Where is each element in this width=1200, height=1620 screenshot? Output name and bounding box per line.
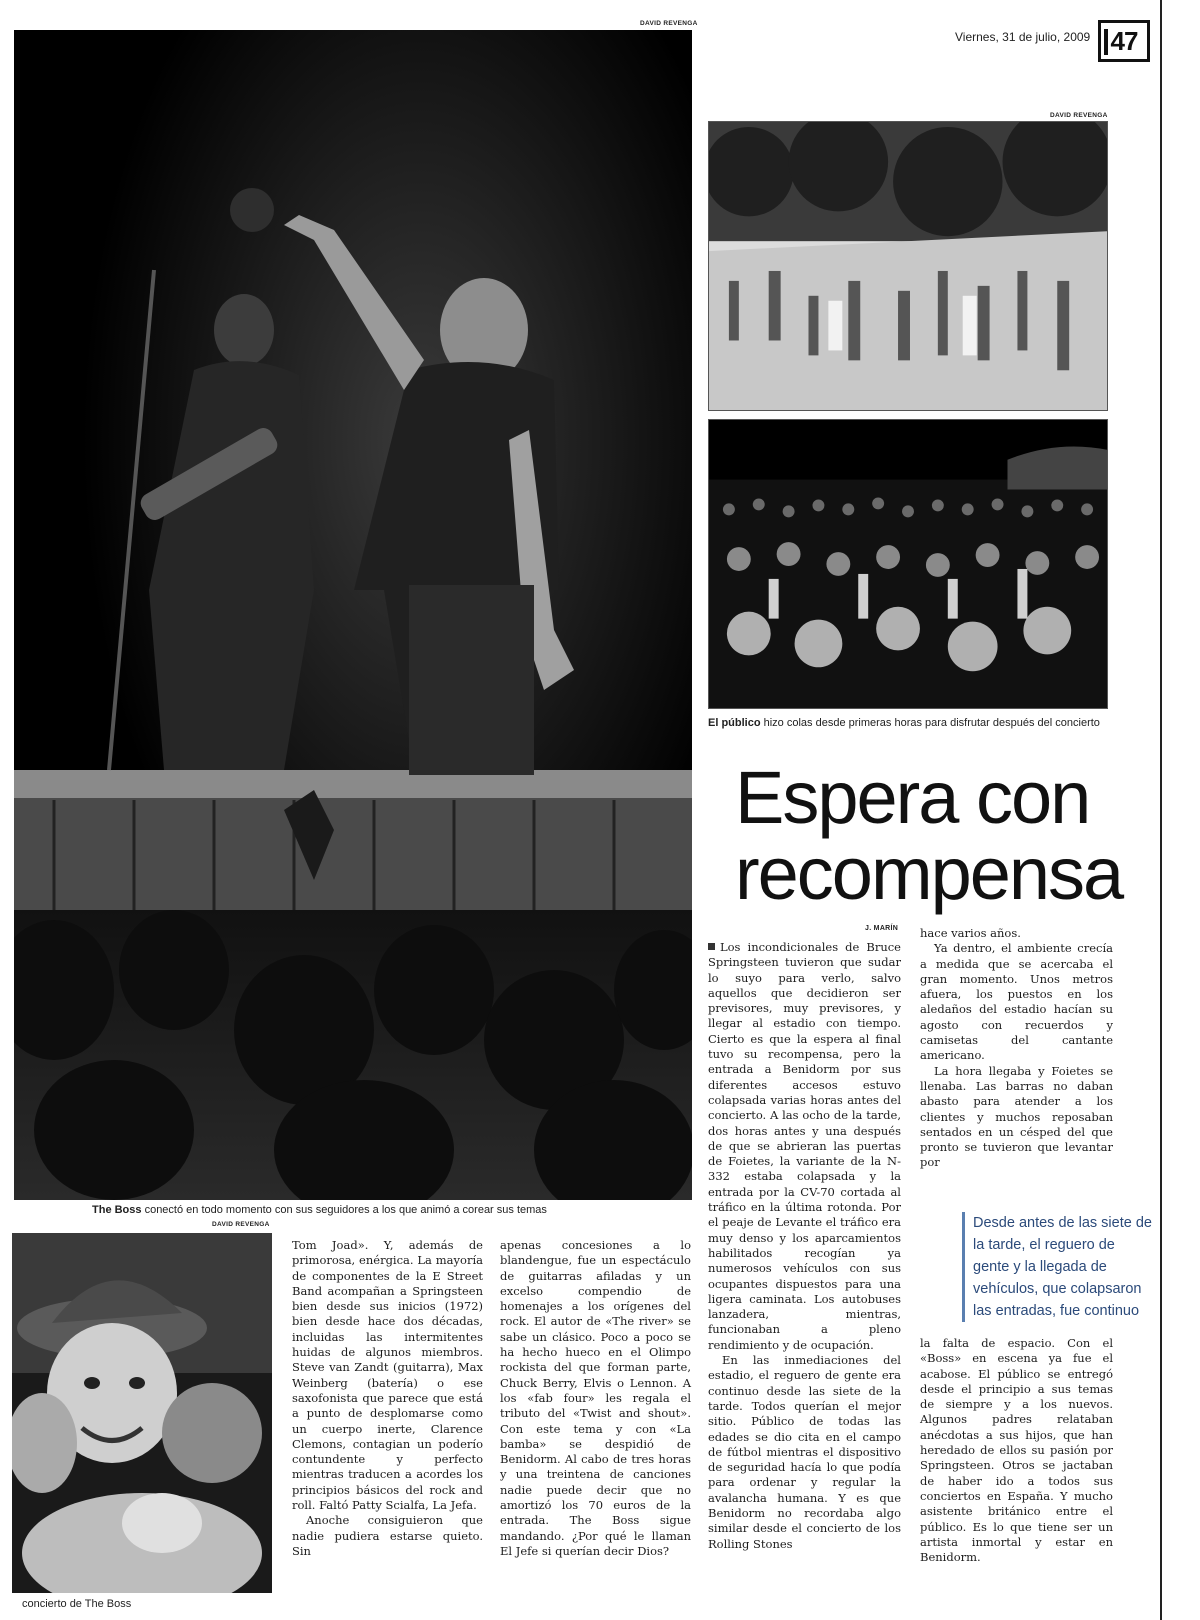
- col1-paragraph-2: Anoche consiguieron que nadie pudiera estarse quieto. Sin: [292, 1513, 483, 1558]
- col4-paragraph-2: Ya dentro, el ambiente crecía a medida que se acercaba el gran momento. Unos metros afuera, los puestos en los aledaños del estadio hacían su agosto con recuerdos y camisetas del cantante americano.: [920, 941, 1113, 1063]
- page-number-box: [1098, 20, 1150, 62]
- page-number-bar: [1104, 29, 1108, 55]
- col3-paragraph-2: En las inmediaciones del estadio, el reguero de gente era continuo desde las siete de la tarde. Todos querían el mejor sitio. Público de todas las edades se dio cita en el campo de fútbol mientras el dispositivo de seguridad hacía lo que podía para ordenar y regular la avalancha humana. Y es que Benidorm no recordaba algo similar desde el concierto de los Rolling Stones: [708, 1353, 901, 1551]
- article-column-4-top: [920, 926, 1113, 1171]
- crowd-caption-lead: El público: [708, 717, 761, 729]
- right-margin-rule: [1160, 0, 1162, 1620]
- main-concert-photo: [14, 30, 692, 1200]
- queue-street-photo: [708, 121, 1108, 411]
- child-fan-photo: [12, 1233, 272, 1593]
- crowd-photo-caption: [708, 717, 1100, 729]
- main-caption-lead: The Boss: [92, 1204, 142, 1216]
- article-headline: [735, 756, 1155, 915]
- main-photo-credit: DAVID REVENGA: [640, 20, 698, 27]
- article-column-1: [292, 1238, 483, 1559]
- col1-paragraph-1: Tom Joad». Y, además de primorosa, enérgica. La mayoría de componentes de la E Street Band acompañan a Springsteen bien desde sus inicios (1972) bien desde hace dos décadas, incluidas las intermitentes huidas de algunos miembros. Steve van Zandt (guitarra), Max Weinberg (batería) o ese saxofonista que parece que está a punto de desplomarse como un cuerpo inerte, Clarence Clemons, contagian un poderío contundente y perfecto mientras traducen a acordes los principios básicos del rock and roll. Faltó Patty Scialfa, La Jefa.: [292, 1238, 483, 1513]
- col3-paragraph-1: [708, 940, 901, 1353]
- article-column-2: [500, 1238, 691, 1559]
- lead-square-icon: [708, 943, 715, 950]
- child-photo-credit: DAVID REVENGA: [212, 1221, 270, 1228]
- edition-date: Viernes, 31 de julio, 2009: [955, 30, 1091, 44]
- main-caption-text: conectó en todo momento con sus seguidores a los que animó a corear sus temas: [141, 1204, 547, 1216]
- headline-line-1: Espera con: [735, 756, 1090, 839]
- col4-paragraph-1: hace varios años.: [920, 926, 1021, 940]
- col4-paragraph-3: La hora llegaba y Foietes se llenaba. Las barras no daban abasto para atender a los clientes y muchos reposaban sentados en un césped del que pronto se tuvieron que levantar por: [920, 1063, 1113, 1170]
- stadium-crowd-photo: [708, 419, 1108, 709]
- article-byline: J. MARÍN: [865, 925, 899, 932]
- crowd-caption-text: hizo colas desde primeras horas para disfrutar después del concierto: [760, 717, 1100, 729]
- main-photo-caption: [92, 1204, 547, 1216]
- page-number: 47: [1110, 25, 1138, 56]
- col3-paragraph-1-text: Los incondicionales de Bruce Springsteen tuvieron que sudar lo suyo para verlo, salvo aquellos que decidieron ser previsores, muy previsores, y llegar al estadio con tiempo. Cierto es que la espera al final tuvo su recompensa, pero la entrada a Benidorm por sus diferentes accesos estuvo colapsada varias horas antes del concierto. A las ocho de la tarde, dos horas antes y una después de que se abrieran las puertas de Foietes, la variante de la N-332 estaba colapsada y la entrada por la CV-70 cortada al tráfico en la última rotonda. Por el peaje de Levante el tráfico era muy denso y los aparcamientos habilitados recogían ya numerosos vehículos con sus ocupantes dispuestos para una ligera caminata. Los autobuses lanzadera, mientras, funcionaban a pleno rendimiento y de ocupación.: [708, 940, 901, 1352]
- headline-line-2: recompensa: [735, 832, 1123, 915]
- col2-paragraph-1: apenas concesiones a lo blandengue, fue un espectáculo de guitarras afiladas y un excelso compendio de homenajes a los orígenes del rock. El autor de «The river» se sabe un clásico. Poco a poco se ha hecho hueco en el Olimpo rockista del que forman parte, Chuck Berry, Elvis o Lennon. A los «fab four» les regala el tributo del «Twist and shout». Con este tema y con «La bamba» se despidió de Benidorm. Al cabo de tres horas y una treintena de canciones nadie puede decir que no amortizó los 70 euros de la entrada. The Boss sigue mandando. ¿Por qué le llaman El Jefe si querían decir Dios?: [500, 1238, 691, 1558]
- article-column-3: [708, 940, 901, 1552]
- col4-paragraph-4: la falta de espacio. Con el «Boss» en escena ya fue el acabose. El público se entregó desde el principio a sus temas de siempre y a los nuevos. Algunos padres relataban anécdotas a sus hijos, que han heredado de ellos su pasión por Springsteen. Otros se jactaban de haber ido a todos sus conciertos en España. Y mucho asistente británico entre el público. Es lo que tiene ser un artista inmortal y estar en Benidorm.: [920, 1336, 1113, 1565]
- pull-quote: Desde antes de las siete de la tarde, el reguero de gente y la llegada de vehículos, que colapsaron las entradas, fue continuo: [962, 1212, 1152, 1322]
- article-column-4-bottom: [920, 1336, 1113, 1565]
- child-photo-caption: concierto de The Boss: [22, 1598, 132, 1610]
- crowd-photo-credit: DAVID REVENGA: [1050, 112, 1108, 119]
